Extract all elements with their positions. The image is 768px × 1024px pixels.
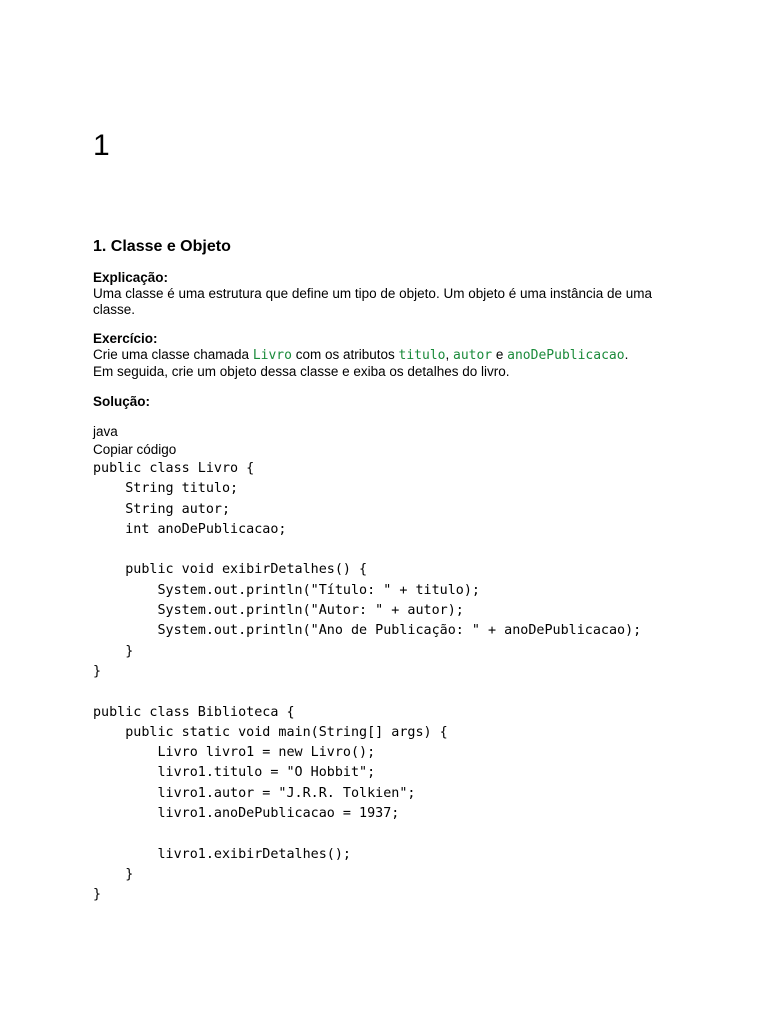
explanation-label: Explicação: [93,270,169,285]
code-line: String titulo; [93,481,239,497]
exercise-label: Exercício: [93,331,158,346]
exercise-block [93,331,693,380]
code-line: } [93,887,102,903]
code-line [93,540,641,560]
code-line: public static void main(String[] args) { [93,724,448,740]
code-line: Livro livro1 = new Livro(); [93,745,376,761]
code-line: livro1.anoDePublicacao = 1937; [93,806,400,822]
attr-titulo-code: titulo [398,348,446,363]
exercise-sep2: e [492,347,508,362]
section-title: 1. Classe e Objeto [93,238,231,255]
code-line: public void exibirDetalhes() { [93,562,368,578]
code-line: livro1.exibirDetalhes(); [93,846,351,862]
code-line: public class Biblioteca { [93,704,295,720]
explanation-block [93,270,693,318]
exercise-text-part1: Crie uma classe chamada [93,347,253,362]
code-line: System.out.println("Autor: " + autor); [93,603,464,619]
exercise-text-part2: com os atributos [291,347,399,362]
code-line [93,824,641,844]
code-block [93,459,641,906]
code-line: String autor; [93,501,231,517]
code-line: System.out.println("Ano de Publicação: " + anoDePublicacao); [93,623,642,639]
attr-ano-code: anoDePublicacao [507,348,625,363]
solution-label: Solução: [93,394,151,409]
code-line: } [93,663,102,679]
code-line: livro1.titulo = "O Hobbit"; [93,765,376,781]
code-line: } [93,866,134,882]
explanation-text: Uma classe é uma estrutura que define um tipo de objeto. Um objeto é uma instância de uma classe. [93,286,653,317]
solution-block [93,394,693,410]
code-line: } [93,643,134,659]
code-line: System.out.println("Título: " + titulo); [93,582,480,598]
code-line [93,682,641,702]
exercise-sep1: , [445,347,453,362]
page-number: 1 [93,129,110,162]
exercise-text-part3: . [624,347,629,362]
code-line: int anoDePublicacao; [93,521,287,537]
code-line: public class Livro { [93,461,255,476]
code-line: livro1.autor = "J.R.R. Tolkien"; [93,785,416,801]
class-name-code: Livro [252,348,292,363]
code-language-label: java [93,424,118,439]
attr-autor-code: autor [453,348,493,363]
exercise-text-line2: Em seguida, crie um objeto dessa classe e exiba os detalhes do livro. [93,364,510,379]
copy-code-button[interactable]: Copiar código [93,442,177,457]
